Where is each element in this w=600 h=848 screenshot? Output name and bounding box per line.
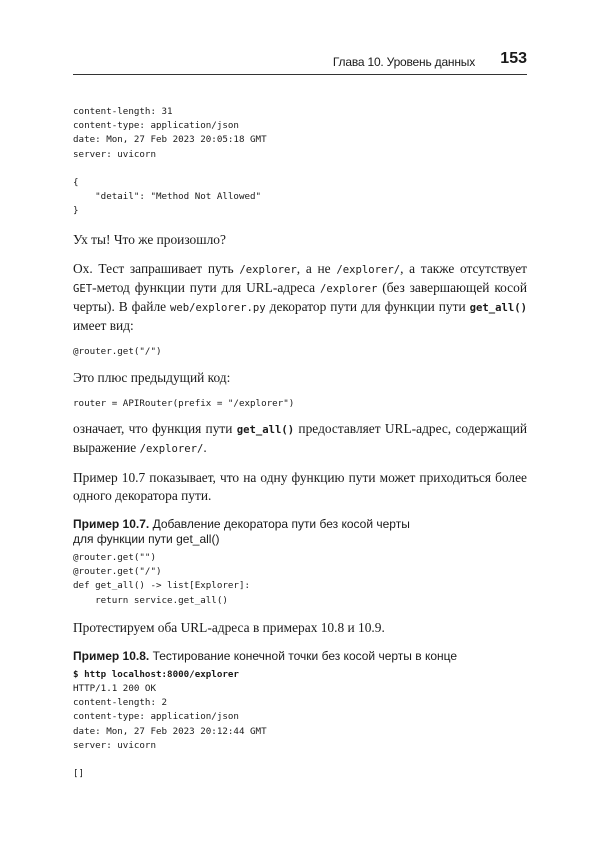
code-router: router = APIRouter(prefix = "/explorer") <box>73 397 295 409</box>
paragraph-wow: Ух ты! Что же произошло? <box>73 231 226 247</box>
chapter-title: Глава 10. Уровень данных <box>332 55 475 69</box>
example-10-7-caption: Пример 10.7. Добавление декоратора пути без косой черты для функции пути get_all() <box>73 517 410 547</box>
inline-code: /explorer/ <box>139 443 204 456</box>
paragraph-example-intro: Пример 10.7 показывает, что на одну функцию пути может приходиться более одного декоратора пути. <box>73 470 527 504</box>
code-decorator: @router.get("/") <box>73 345 162 357</box>
example-10-8-command: $ http localhost:8000/explorer <box>73 668 239 680</box>
paragraph-explanation: Ох. Тест запрашивает путь /explorer, а не /explorer/, а также отсутствует GET-метод функции пути для URL-адреса /explorer (без завершающей косой черты). В файле web/explorer.py декоратор пути для функции пути get_all() имеет вид: <box>73 260 527 333</box>
inline-code: get_all() <box>469 301 527 314</box>
running-header <box>73 52 527 75</box>
inline-code: /explorer <box>239 263 297 276</box>
inline-code: get_all() <box>236 424 295 437</box>
paragraph-means: означает, что функция пути get_all() предоставляет URL-адрес, содержащий выражение /explorer/. <box>73 421 527 456</box>
page-number: 153 <box>500 50 527 67</box>
example-10-8-output: HTTP/1.1 200 OK content-length: 2 content-type: application/json date: Mon, 27 Feb 2023 20:12:44 GMT server: uvicorn [] <box>73 683 267 780</box>
inline-code: /explorer/ <box>336 263 401 276</box>
page-content <box>73 105 527 781</box>
example-label: Пример 10.8. <box>73 648 150 663</box>
example-10-7-code: @router.get("") @router.get("/") def get_all() -> list[Explorer]: return service.get_all() <box>73 552 251 606</box>
example-10-8-caption: Пример 10.8. Тестирование конечной точки без косой черты в конце <box>73 648 458 663</box>
inline-code: web/explorer.py <box>170 301 266 314</box>
paragraph-plus: Это плюс предыдущий код: <box>73 369 231 385</box>
paragraph-test: Протестируем оба URL-адреса в примерах 10.8 и 10.9. <box>73 619 385 635</box>
inline-code: /explorer <box>319 282 378 295</box>
code-response-top: content-length: 31 content-type: application/json date: Mon, 27 Feb 2023 20:05:18 GMT server: uvicorn { "detail": "Method Not Allowed" } <box>73 106 267 217</box>
example-label: Пример 10.7. <box>73 517 150 532</box>
inline-code: GET <box>73 282 93 295</box>
